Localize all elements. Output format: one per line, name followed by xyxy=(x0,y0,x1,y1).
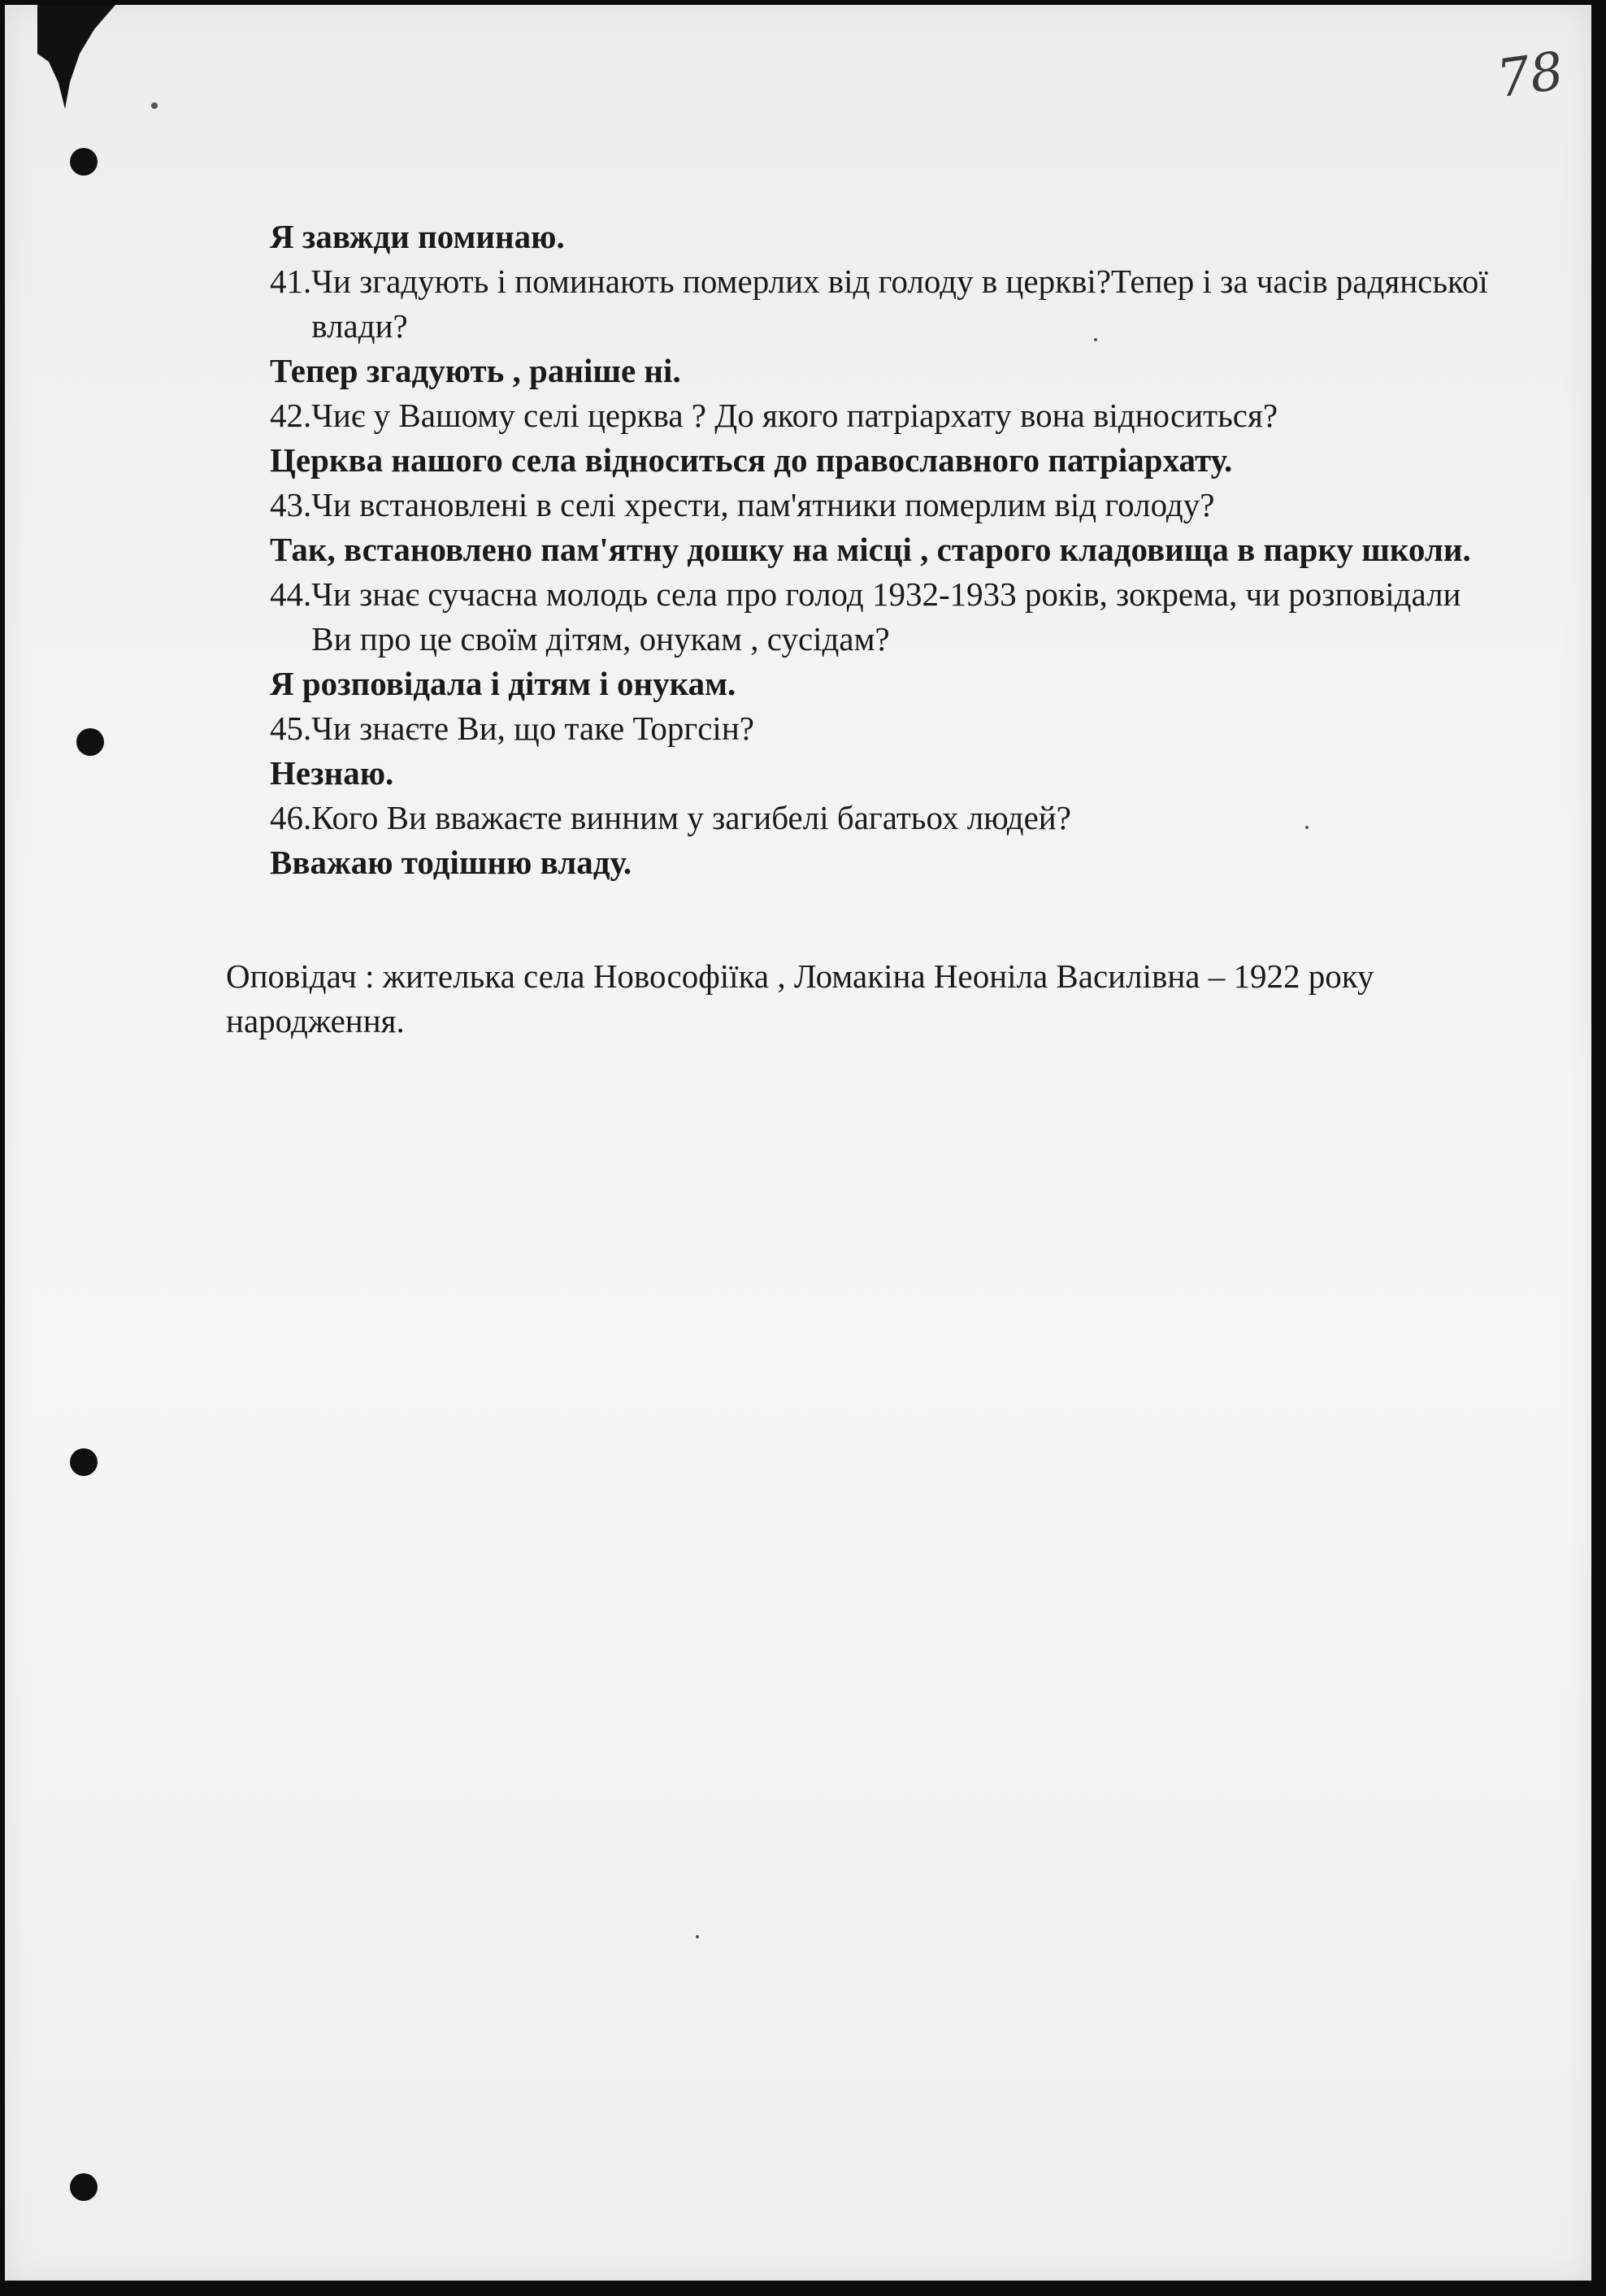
question-text: Кого Ви вважаєте винним у загибелі багатьох людей? xyxy=(311,799,1071,836)
question-text: Чи згадують і поминають померлих від голоду в церкві?Тепер і за часів радянської влади? xyxy=(311,263,1488,345)
question-item xyxy=(270,393,1489,438)
question-number: 45. xyxy=(270,710,312,747)
question-number: 43. xyxy=(270,486,312,523)
answer-text: Я завжди поминаю. xyxy=(270,218,565,255)
question-number: 44. xyxy=(270,575,312,613)
punch-hole-1 xyxy=(70,148,98,176)
scan-speck xyxy=(151,102,158,109)
question-text: Чиє у Вашому селі церква ? До якого патріархату вона відноситься? xyxy=(311,397,1278,434)
question-number: 46. xyxy=(270,799,312,836)
page-number: 78 xyxy=(1493,41,1568,111)
punch-hole-2 xyxy=(76,728,104,756)
answer-text: Церква нашого села відноситься до православного патріархату. xyxy=(270,441,1233,479)
question-item xyxy=(270,483,1489,527)
question-number: 42. xyxy=(270,397,312,434)
answer-text: Незнаю. xyxy=(270,754,394,792)
narrator-line: Оповідач : жителька села Новософіїка , Ломакіна Неоніла Василівна – 1922 року народження. xyxy=(226,957,1374,1039)
question-item xyxy=(270,796,1489,840)
answer-text: Тепер згадують , раніше ні. xyxy=(270,352,681,389)
document-page xyxy=(5,5,1591,2281)
question-text: Чи встановлені в селі хрести, пам'ятники померлим від голоду? xyxy=(311,486,1215,523)
question-text: Чи знає сучасна молодь села про голод 1932-1933 років, зокрема, чи розповідали Ви про це своїм дітям, онукам , сусідам? xyxy=(311,575,1461,658)
question-number: 41. xyxy=(270,263,312,300)
question-text: Чи знаєте Ви, що таке Торгсін? xyxy=(311,710,754,747)
torn-corner-mark xyxy=(37,5,115,111)
answer-text: Вважаю тодішню владу. xyxy=(270,844,632,881)
questionnaire-section xyxy=(270,215,1489,885)
answer-text: Так, встановлено пам'ятну дошку на місці , старого кладовища в парку школи. xyxy=(270,531,1471,568)
punch-hole-3 xyxy=(70,1448,98,1476)
question-item xyxy=(270,259,1489,349)
punch-hole-4 xyxy=(70,2173,98,2201)
scan-speck xyxy=(696,1935,699,1938)
answer-text: Я розповідала і дітям і онукам. xyxy=(270,665,736,702)
question-item xyxy=(270,706,1489,751)
question-item xyxy=(270,572,1489,662)
